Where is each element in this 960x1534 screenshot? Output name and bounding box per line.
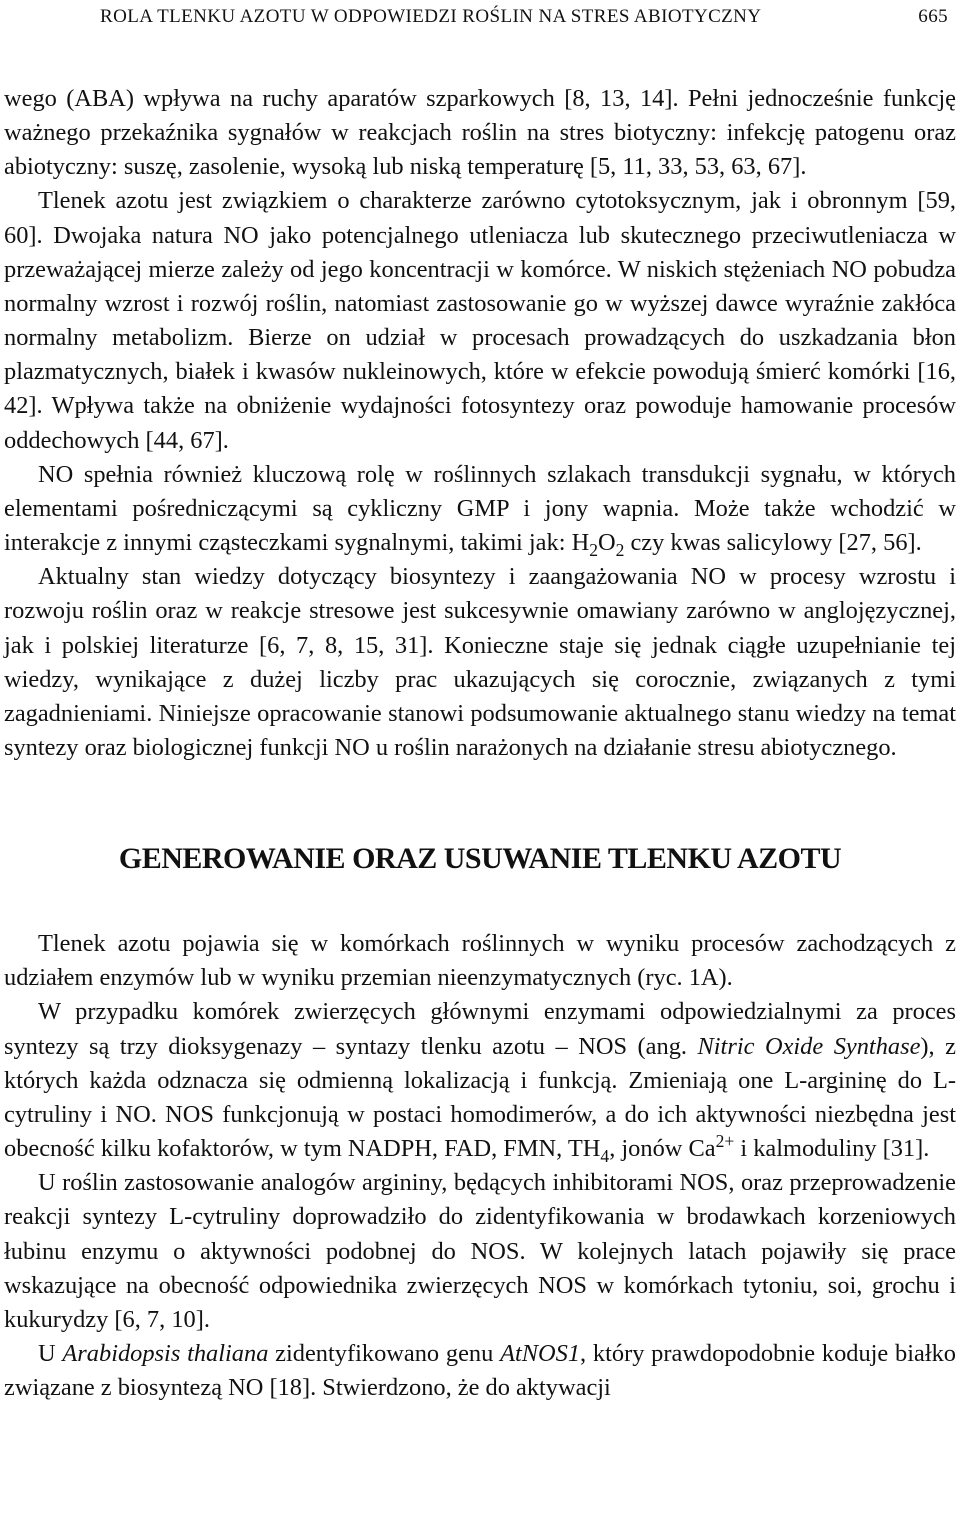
- paragraph: Tlenek azotu pojawia się w komórkach roślinnych w wyniku procesów zachodzących z udziałem enzymów lub w wyniku przemian nieenzymatycznych (ryc. 1A).: [4, 930, 956, 992]
- section-spacer: [4, 879, 956, 927]
- running-title: ROLA TLENKU AZOTU W ODPOWIEDZI ROŚLIN NA STRES ABIOTYCZNY: [100, 6, 762, 27]
- page-number: 665: [918, 6, 948, 27]
- text-run: ), z których każda odznacza się odmienną lokalizacją i funkcją. Zmieniają one L-argininę do L-cytruliny i NO. NOS funkcjonują w postaci homodimerów, a do ich aktywności niezbędna jest obecność kilku kofaktorów, w tym NADPH, FAD, FMN, TH: [4, 1032, 956, 1163]
- paragraph: [4, 995, 956, 1166]
- subscript: 4: [600, 1145, 610, 1166]
- paragraph: U roślin zastosowanie analogów argininy, będących inhibitorami NOS, oraz przeprowadzenie reakcji syntezy L-cytruliny doprowadziło do zidentyfikowania w brodawkach korzeniowych łubinu enzymu o aktywności podobnej do NOS. W kolejnych latach pojawiły się prace wskazujące na obecność odpowiednika zwierzęcych NOS w komórkach tytoniu, soi, grochu i kukurydzy [6, 7, 10].: [4, 1169, 956, 1333]
- text-run: , jonów Ca: [609, 1135, 716, 1163]
- section-spacer: [4, 765, 956, 839]
- paragraph: wego (ABA) wpływa na ruchy aparatów szparkowych [8, 13, 14]. Pełni jednocześnie funkcję ważnego przekaźnika sygnałów w reakcjach roślin na stres biotyczny: infekcję patogenu oraz abiotyczny: suszę, zasolenie, wysoką lub niską temperaturę [5, 11, 33, 53, 63, 67].: [4, 85, 956, 181]
- text-run: i kalmoduliny [31].: [734, 1135, 930, 1163]
- text-run: NO spełnia również kluczową rolę w roślinnych szlakach transdukcji sygnału, w których elementami pośredniczącymi są cykliczny GMP i jony wapnia. Może także wchodzić w interakcje z innymi cząsteczkami sygnalnymi, takimi jak: H: [4, 460, 956, 557]
- italic-term: Nitric Oxide Synthase: [697, 1032, 921, 1060]
- article-body: [4, 82, 956, 1405]
- text-run: O: [597, 529, 616, 557]
- section-heading: GENEROWANIE ORAZ USUWANIE TLENKU AZOTU: [118, 842, 842, 876]
- paragraph: [4, 458, 956, 560]
- italic-gene-name: AtNOS1: [500, 1340, 581, 1367]
- superscript: 2+: [715, 1130, 735, 1151]
- paragraph: Tlenek azotu jest związkiem o charakterze zarówno cytotoksycznym, jak i obronnym [59, 60]. Dwojaka natura NO jako potencjalnego utleniacza lub skutecznego przeciwutleniacza w przeważającej mierze zależy od jego koncentracji w komórce. W niskich stężeniach NO pobudza normalny wzrost i rozwój roślin, natomiast zastosowanie go w wyższej dawce wyraźnie zakłóca normalny metabolizm. Bierze on udział w procesach prowadzących do uszkadzania błon plazmatycznych, białek i kwasów nukleinowych, które w efekcie powodują śmierć komórki [16, 42]. Wpływa także na obniżenie wydajności fotosyntezy oraz powoduje hamowanie procesów oddechowych [44, 67].: [4, 187, 956, 454]
- paragraph: [4, 1337, 956, 1405]
- paragraph: Aktualny stan wiedzy dotyczący biosyntezy i zaangażowania NO w procesy wzrostu i rozwoju roślin oraz w reakcje stresowe jest sukcesywnie omawiany zarówno w anglojęzycznej, jak i polskiej literaturze [6, 7, 8, 15, 31]. Konieczne staje się jednak ciągłe uzupełnianie tej wiedzy, wynikające z dużej liczby prac ukazujących się corocznie, związanych z tymi zagadnieniami. Niniejsze opracowanie stanowi podsumowanie aktualnego stanu wiedzy na temat syntezy oraz biologicznej funkcji NO u roślin narażonych na działanie stresu abiotycznego.: [4, 563, 956, 761]
- subscript: 2: [615, 539, 625, 560]
- text-run: U: [38, 1340, 63, 1367]
- text-run: czy kwas salicylowy [27, 56].: [624, 529, 922, 557]
- text-run: zidentyfikowano genu: [268, 1340, 501, 1367]
- subscript: 2: [589, 539, 598, 560]
- italic-species-name: Arabidopsis thaliana: [62, 1340, 269, 1367]
- text-run: W przypadku komórek zwierzęcych głównymi enzymami odpowiedzialnymi za proces syntezy są trzy dioksygenazy – syntazy tlenku azotu – NOS (ang.: [4, 998, 956, 1060]
- running-header: [0, 3, 960, 31]
- text-run: , który prawdopodobnie koduje białko związane z biosyntezą NO [18]. Stwierdzono, że do aktywacji: [4, 1340, 957, 1402]
